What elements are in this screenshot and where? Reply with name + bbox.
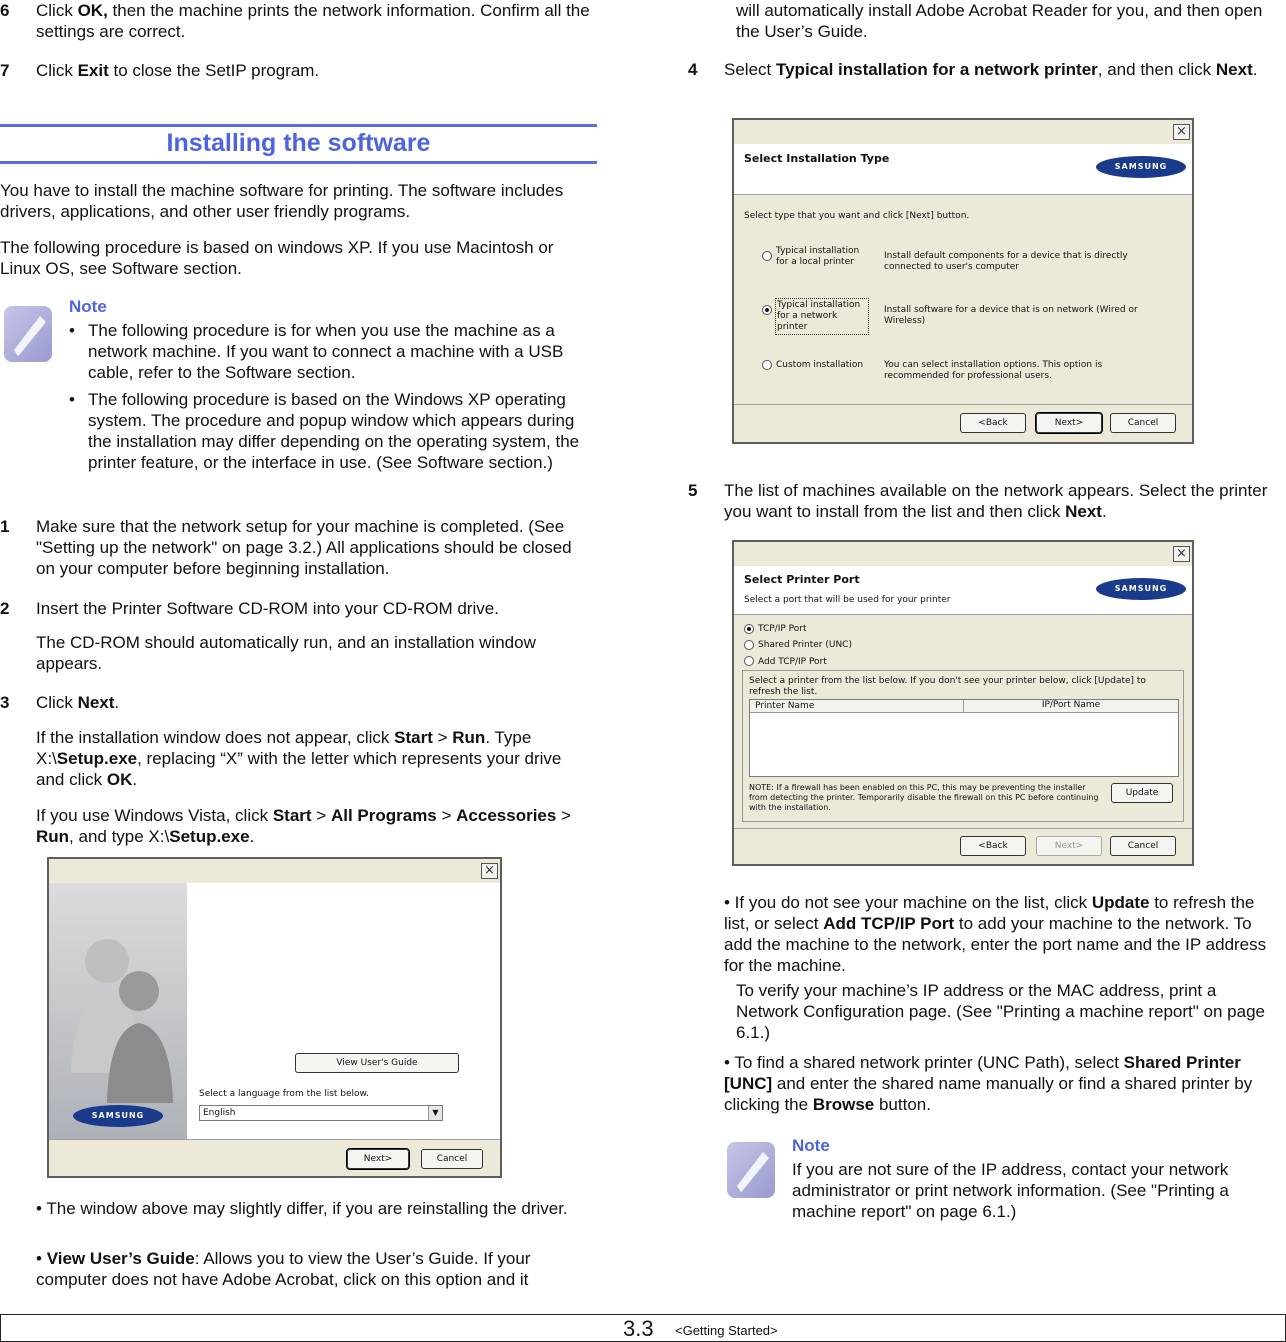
radio-custom-installation[interactable] <box>762 360 772 370</box>
dialog-subtitle: Select a port that will be used for your printer <box>744 595 951 605</box>
samsung-logo: SAMSUNG <box>1096 156 1186 178</box>
users-guide-continued: will automatically install Adobe Acrobat Reader for you, and then open the User’s Guide. <box>736 1 1263 41</box>
option-shared-printer: Shared Printer (UNC) <box>758 640 852 650</box>
radio-add-tcpip-port[interactable] <box>744 656 754 666</box>
people-illustration <box>49 883 187 1139</box>
page-footer <box>0 1314 1286 1342</box>
page-number: 3.3 <box>623 1316 654 1341</box>
step-3-vista: If you use Windows Vista, click Start > All Programs > Accessories > Run, and type X:\Setup.exe. <box>36 806 571 846</box>
radio-shared-printer[interactable] <box>744 640 754 650</box>
cancel-button[interactable]: Cancel <box>1110 413 1176 433</box>
firewall-notice: NOTE: If a firewall has been enabled on this PC, this may be preventing the installer from detecting the printer. Temporarily disable the firewall on this PC before continuing with the installation. <box>749 783 1099 812</box>
intro-paragraph-2: The following procedure is based on windows XP. If you use Macintosh or Linux OS, see Software section. <box>0 238 554 278</box>
step-7-text: Click Exit to close the SetIP program. <box>36 61 320 80</box>
samsung-logo: SAMSUNG <box>1096 578 1186 600</box>
note-pencil-icon <box>727 1142 775 1198</box>
view-users-guide-button[interactable]: View User's Guide <box>295 1053 459 1073</box>
step-6-text: Click OK, then the machine prints the network information. Confirm all the settings are correct. <box>36 1 590 41</box>
installation-type-dialog <box>732 118 1194 444</box>
verify-ip-paragraph: To verify your machine’s IP address or the MAC address, print a Network Configuration page. (See "Printing a machine report" on page 6.1.) <box>736 981 1265 1042</box>
language-prompt: Select a language from the list below. <box>199 1089 369 1099</box>
back-button[interactable]: <Back <box>960 836 1026 856</box>
section-name: <Getting Started> <box>675 1323 778 1338</box>
step-7-number: 7 <box>0 61 10 80</box>
samsung-logo: SAMSUNG <box>73 1105 163 1127</box>
step-3-text: Click Next. <box>36 693 120 712</box>
next-button[interactable]: Next> <box>347 1149 409 1169</box>
step-6-number: 6 <box>0 1 10 20</box>
note-bullet-2: The following procedure is based on the Windows XP operating system. The procedure and popup window which appears during the installation may differ depending on the operating system, the printer feature, or the interface in use. (See Software section.) <box>88 390 580 472</box>
dialog-separator <box>734 194 1192 195</box>
column-header-ip-port-name-label: IP/Port Name <box>1041 700 1101 710</box>
section-heading: Installing the software <box>166 129 431 157</box>
dialog-separator <box>734 828 1192 829</box>
option-add-tcpip-port: Add TCP/IP Port <box>758 657 827 667</box>
dialog-separator <box>734 404 1192 405</box>
step-2-text: Insert the Printer Software CD-ROM into your CD-ROM drive. <box>36 599 499 618</box>
chevron-down-icon[interactable]: ▼ <box>428 1106 442 1120</box>
step-3-instructions: If the installation window does not appear, click Start > Run. Type X:\Setup.exe, replacing “X” with the letter which represents your drive and click OK. <box>36 728 562 789</box>
option-tcpip-port: TCP/IP Port <box>758 624 807 634</box>
note-bullet-dot: • <box>69 321 75 340</box>
option-network-printer-desc: Install software for a device that is on network (Wired or Wireless) <box>884 305 1138 326</box>
step-1-number: 1 <box>0 517 10 536</box>
printer-list[interactable] <box>749 699 1179 777</box>
step-2-subtext: The CD-ROM should automatically run, and an installation window appears. <box>36 633 536 673</box>
install-type-prompt: Select type that you want and click [Next] button. <box>744 211 970 221</box>
dialog-title: Select Printer Port <box>744 573 860 586</box>
dialog-separator <box>734 614 1192 615</box>
cancel-button[interactable]: Cancel <box>421 1149 483 1169</box>
close-icon[interactable]: × <box>1173 124 1190 140</box>
option-local-printer-desc: Install default components for a device that is directly connected to user's computer <box>884 251 1128 272</box>
bullet-shared-printer: • To find a shared network printer (UNC Path), select Shared Printer [UNC] and enter the shared name manually or find a shared printer by clicking the Browse button. <box>724 1053 1253 1114</box>
next-button[interactable]: Next> <box>1036 836 1102 856</box>
column-header-ip-port-name[interactable] <box>964 700 1178 713</box>
step-2-number: 2 <box>0 599 10 618</box>
installer-artwork <box>49 883 187 1139</box>
note-bullet-1: The following procedure is for when you use the machine as a network machine. If you want to connect a machine with a USB cable, refer to the Software section. <box>88 321 564 382</box>
step-4-number: 4 <box>688 60 698 79</box>
installer-language-dialog <box>47 857 502 1178</box>
cancel-button[interactable]: Cancel <box>1110 836 1176 856</box>
intro-paragraph-1: You have to install the machine software for printing. The software includes drivers, applications, and other user friendly programs. <box>0 181 564 221</box>
note-pencil-icon <box>4 306 52 362</box>
step-5-number: 5 <box>688 481 698 500</box>
step-1-text: Make sure that the network setup for your machine is completed. (See "Setting up the network" on page 3.2.) All applications should be closed on your computer before beginning installation. <box>36 517 572 578</box>
language-select[interactable] <box>199 1105 443 1121</box>
update-button[interactable]: Update <box>1111 783 1173 803</box>
column-header-printer-name-label: Printer Name <box>755 701 815 711</box>
printer-list-prompt: Select a printer from the list below. If you don't see your printer below, click [Update] to refresh the list. <box>749 676 1146 697</box>
option-custom-label: Custom installation <box>776 360 864 370</box>
next-button[interactable]: Next> <box>1036 413 1102 433</box>
back-button[interactable]: <Back <box>960 413 1026 433</box>
step-5-text: The list of machines available on the network appears. Select the printer you want to install from the list and then click Next. <box>724 481 1268 521</box>
dialog-separator <box>49 1139 500 1140</box>
printer-list-group <box>742 670 1184 822</box>
bullet-window-differ: • The window above may slightly differ, if you are reinstalling the driver. <box>36 1199 568 1218</box>
step-3-number: 3 <box>0 693 10 712</box>
bullet-view-users-guide: • View User’s Guide: Allows you to view the User’s Guide. If your computer does not have Adobe Acrobat, click on this option and it <box>36 1249 531 1289</box>
language-select-value: English <box>203 1108 236 1118</box>
radio-local-printer[interactable] <box>762 251 772 261</box>
radio-tcpip-port[interactable] <box>744 624 754 634</box>
close-icon[interactable]: × <box>481 863 498 879</box>
option-network-printer-label: Typical installation for a network printer <box>775 298 869 335</box>
step-4-text: Select Typical installation for a network printer, and then click Next. <box>724 60 1258 79</box>
note-text: If you are not sure of the IP address, contact your network administrator or print network information. (See "Printing a machine report" on page 6.1.) <box>792 1160 1229 1221</box>
printer-port-dialog <box>732 540 1194 866</box>
close-icon[interactable]: × <box>1173 546 1190 562</box>
note-title: Note <box>69 297 107 316</box>
note-title: Note <box>792 1136 830 1155</box>
option-local-printer-label: Typical installation for a local printer <box>776 246 860 267</box>
bullet-update-list: • If you do not see your machine on the list, click Update to refresh the list, or select Add TCP/IP Port to add your machine to the network. To add the machine to the network, enter the port name and the IP address for the machine. <box>724 893 1267 975</box>
radio-network-printer[interactable] <box>762 305 772 315</box>
note-bullet-dot: • <box>69 390 75 409</box>
option-custom-desc: You can select installation options. This option is recommended for professional users. <box>884 360 1103 381</box>
column-header-printer-name[interactable] <box>750 700 964 713</box>
dialog-title: Select Installation Type <box>744 152 890 165</box>
